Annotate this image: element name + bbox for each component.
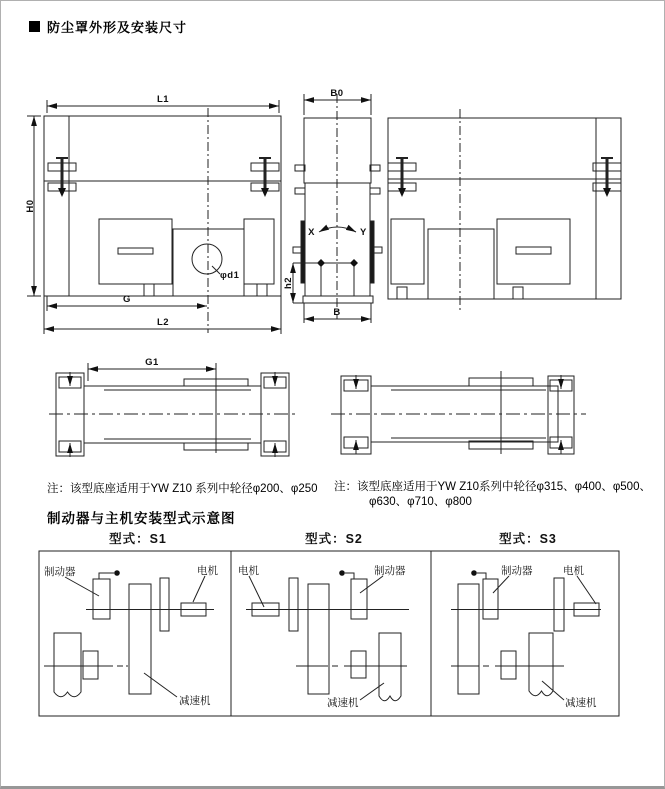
page-title-text: 防尘罩外形及安装尺寸	[47, 20, 188, 35]
dim-label-y: Y	[360, 227, 367, 238]
note-large-base-line1: 注：该型底座适用于YW Z10系列中轮径φ315、φ400、φ500、	[334, 481, 651, 493]
coupling-disc	[289, 578, 298, 631]
machine-block	[497, 219, 570, 284]
wheel-block	[54, 633, 81, 697]
section-heading: 制动器与主机安装型式示意图	[47, 511, 236, 526]
panel-s2-schematic	[238, 564, 409, 709]
page-title	[29, 17, 187, 36]
reducer-label: 减速机	[179, 695, 211, 707]
base-notch	[144, 284, 154, 296]
panel-s3-title: 型式：S3	[499, 532, 557, 546]
motor-label: 电机	[238, 565, 259, 577]
note-large-base-line2: φ630、φ710、φ800	[369, 495, 472, 508]
coupling-block	[501, 651, 516, 679]
reducer-label: 减速机	[327, 697, 359, 709]
panel-s1-title: 型式：S1	[109, 532, 167, 546]
brake-disc	[93, 579, 110, 619]
panel-s1-schematic	[44, 564, 218, 707]
brake-label: 制动器	[501, 565, 533, 577]
note-large-base	[334, 480, 651, 509]
panel-s2-title: 型式：S2	[305, 532, 363, 546]
brake-label: 制动器	[44, 566, 76, 578]
bolt-symbol	[388, 158, 416, 197]
inspection-slot	[516, 247, 551, 254]
dim-label-d1: φd1	[220, 270, 240, 281]
dim-label-g: G	[123, 294, 131, 305]
reducer-block	[529, 633, 553, 696]
base-view-small	[49, 357, 296, 457]
brake-disc	[351, 579, 367, 619]
dim-label-b: B	[333, 307, 341, 318]
note-small-base-text: 注：该型底座适用于YW Z10 系列中轮径φ200、φ250	[47, 483, 318, 495]
front-view-right	[388, 109, 621, 311]
base-notch	[257, 284, 267, 296]
machine-block	[428, 229, 494, 299]
base-notch	[513, 287, 523, 299]
machine-block	[99, 219, 172, 284]
note-small-base	[47, 482, 318, 497]
machine-block	[244, 219, 274, 284]
dust-cover-views-drawing	[1, 81, 664, 343]
dim-label-h0: H0	[25, 199, 36, 213]
motor-label: 电机	[563, 565, 584, 577]
dim-label-l1: L1	[156, 94, 170, 105]
reducer-block	[308, 584, 329, 694]
brake-label: 制动器	[374, 565, 406, 577]
shaft-hole	[192, 244, 222, 274]
base-notch	[397, 287, 407, 299]
bolt-symbol	[48, 158, 76, 197]
section-marker-icon	[29, 21, 40, 32]
dim-label-b0: B0	[330, 88, 344, 99]
base-view-large	[331, 371, 586, 454]
brake-release-dot	[339, 570, 345, 576]
wheel-block	[458, 584, 479, 694]
brake-disc	[483, 579, 498, 619]
dim-label-l2: L2	[156, 317, 170, 328]
reducer-block	[129, 584, 151, 694]
brake-release-dot	[471, 570, 477, 576]
inspection-slot	[118, 248, 153, 254]
coupling-block	[83, 651, 98, 679]
bolt-symbol	[593, 158, 621, 197]
dim-label-x: X	[308, 227, 315, 238]
panel-s3-schematic	[451, 564, 601, 709]
front-view-left	[25, 94, 281, 334]
wheel-block	[379, 633, 401, 701]
machine-block	[391, 219, 424, 284]
coupling-block	[351, 651, 366, 678]
coupling-disc	[554, 578, 564, 631]
dim-label-h2: h2	[283, 276, 294, 290]
bolt-symbol	[251, 158, 279, 197]
installation-panels-drawing	[1, 526, 664, 731]
base-views-drawing	[1, 341, 664, 476]
brake-release-dot	[114, 570, 120, 576]
coupling-disc	[160, 578, 169, 631]
reducer-label: 减速机	[565, 697, 597, 709]
side-view-middle	[283, 88, 382, 323]
dim-label-g1: G1	[145, 357, 159, 368]
motor-label: 电机	[197, 565, 218, 577]
